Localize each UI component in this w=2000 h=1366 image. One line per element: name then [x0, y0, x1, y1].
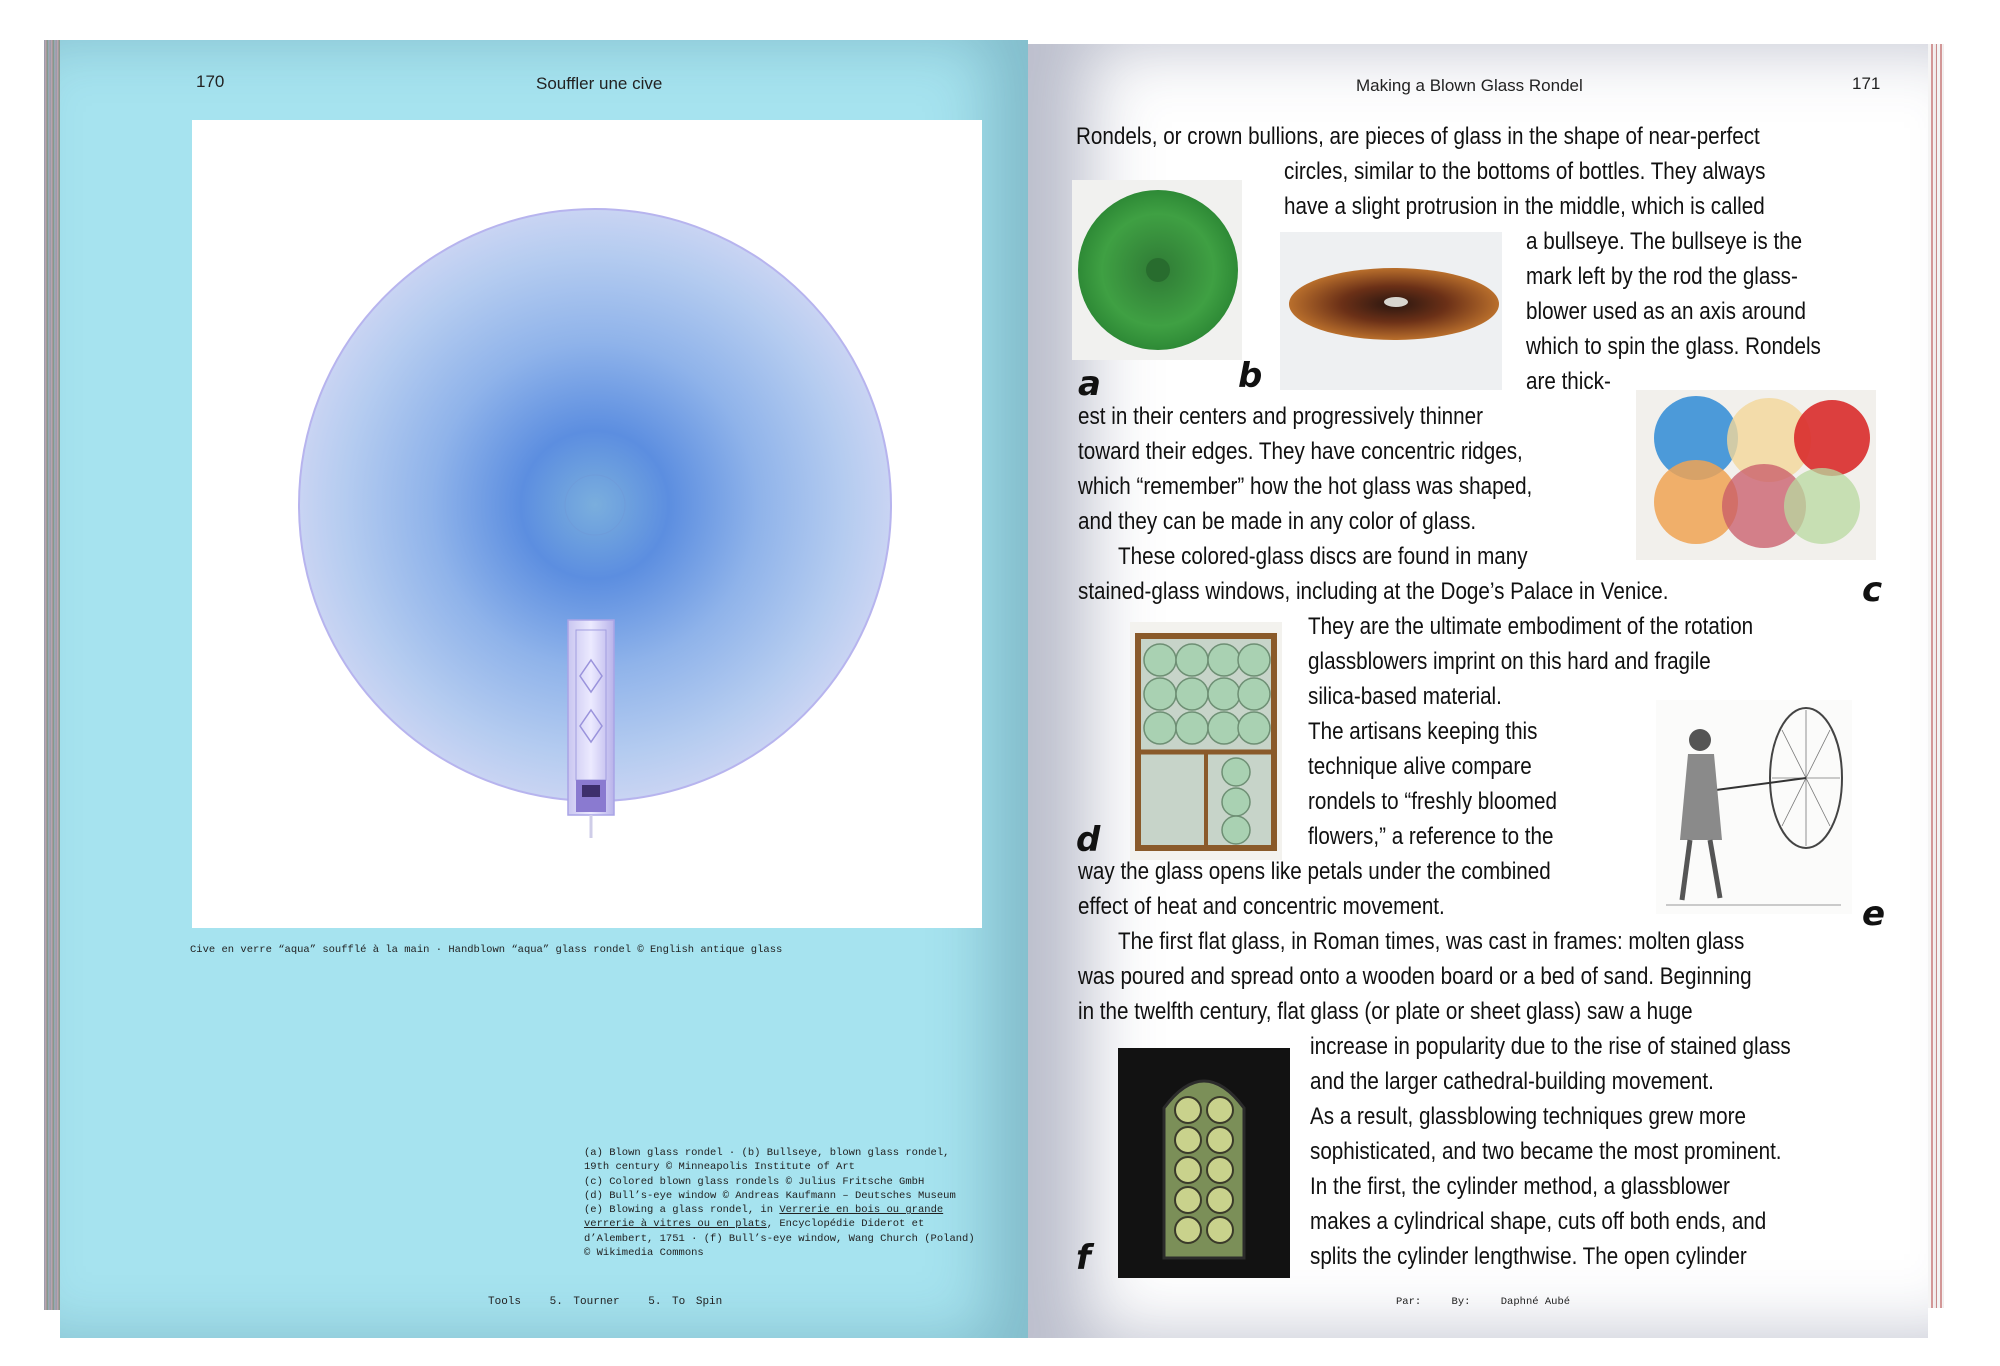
credit-line: (c) Colored blown glass rondels © Julius Fritsche GmbH: [584, 1175, 925, 1188]
left-running-title: Souffler une cive: [536, 74, 663, 93]
body-line: in the twelfth century, flat glass (or plate or sheet glass) saw a huge: [1078, 998, 1693, 1025]
body-line: are thick-: [1526, 368, 1611, 395]
body-line: effect of heat and concentric movement.: [1078, 893, 1445, 920]
photo-caption: Cive en verre “aqua” soufflé à la main · Handblown “aqua” glass rondel © English antique glass: [190, 944, 783, 956]
left-footer: [488, 1296, 740, 1308]
body-line: As a result, glassblowing techniques grew more: [1310, 1103, 1746, 1130]
credit-line: (d) Bull’s-eye window © Andreas Kaufmann – Deutsches Museum: [584, 1189, 956, 1202]
body-line: flowers,” a reference to the: [1308, 823, 1554, 850]
body-line: They are the ultimate embodiment of the rotation: [1308, 613, 1754, 640]
figure-label-a: a: [1078, 364, 1101, 404]
credit-line: [584, 1203, 1004, 1217]
body-line: The artisans keeping this: [1308, 718, 1538, 745]
body-line: makes a cylindrical shape, cuts off both ends, and: [1310, 1208, 1767, 1235]
body-line: splits the cylinder lengthwise. The open cylinder: [1310, 1243, 1747, 1270]
footer-par: Par:: [1396, 1296, 1422, 1308]
footer-by: By:: [1451, 1296, 1471, 1308]
figure-label-e: e: [1862, 894, 1886, 934]
credit-book-title-cont: verrerie à vitres ou en plats: [584, 1218, 767, 1231]
credit-line: 19th century © Minneapolis Institute of Art: [584, 1161, 855, 1174]
credit-line: © Wikimedia Commons: [584, 1247, 704, 1260]
figure-a-green-rondel: [1072, 180, 1242, 360]
body-line: which to spin the glass. Rondels: [1526, 333, 1821, 360]
credit-line: d’Alembert, 1751 · (f) Bull’s-eye window, Wang Church (Poland): [584, 1232, 975, 1245]
footer-author: Daphné Aubé: [1500, 1296, 1571, 1308]
body-line: silica-based material.: [1308, 683, 1502, 710]
body-line: rondels to “freshly bloomed: [1308, 788, 1557, 815]
body-line: which “remember” how the hot glass was shaped,: [1078, 473, 1533, 500]
body-line: est in their centers and progressively thinner: [1078, 403, 1483, 430]
right-running-title: Making a Blown Glass Rondel: [1356, 76, 1583, 95]
figure-e-glassblower-engraving: [1656, 700, 1852, 914]
right-footer: [1396, 1296, 1594, 1308]
body-line: blower used as an axis around: [1526, 298, 1806, 325]
body-line: Rondels, or crown bullions, are pieces of glass in the shape of near-perfect: [1076, 123, 1760, 150]
credit-text: (e) Blowing a glass rondel, in: [584, 1204, 780, 1217]
credit-book-title: Verrerie en bois ou grande: [779, 1204, 944, 1217]
footer-section: Tools: [488, 1296, 522, 1308]
credit-text: , Encyclopédie Diderot et: [766, 1218, 925, 1231]
body-line: The first flat glass, in Roman times, was cast in frames: molten glass: [1118, 928, 1745, 955]
figure-f-church-window: [1118, 1048, 1290, 1278]
aqua-rondel-photo: [192, 120, 982, 928]
credit-line: [584, 1217, 1004, 1231]
figure-b-bullseye-rondel: [1280, 232, 1502, 390]
page-edges-right: [1928, 44, 1944, 1308]
body-line: have a slight protrusion in the middle, which is called: [1284, 193, 1765, 220]
body-line: In the first, the cylinder method, a glassblower: [1310, 1173, 1730, 1200]
figure-d-bullseye-window: [1130, 622, 1282, 860]
footer-chapter-fr: 5. Tourner: [549, 1296, 620, 1308]
figure-c-colored-rondels: [1636, 390, 1876, 560]
figure-label-d: d: [1076, 820, 1101, 860]
figure-label-f: f: [1076, 1238, 1091, 1278]
body-line: circles, similar to the bottoms of bottles. They always: [1284, 158, 1766, 185]
body-line: and the larger cathedral-building movement.: [1310, 1068, 1714, 1095]
body-line: increase in popularity due to the rise of stained glass: [1310, 1033, 1791, 1060]
body-line: was poured and spread onto a wooden board or a bed of sand. Beginning: [1078, 963, 1752, 990]
body-line: These colored-glass discs are found in many: [1118, 543, 1528, 570]
image-credits: [584, 1146, 1004, 1260]
footer-chapter-en: 5. To Spin: [648, 1296, 723, 1308]
body-line: and they can be made in any color of glass.: [1078, 508, 1477, 535]
figure-label-c: c: [1862, 570, 1883, 610]
body-line: glassblowers imprint on this hard and fragile: [1308, 648, 1711, 675]
left-page-number: 170: [196, 72, 225, 91]
body-line: stained-glass windows, including at the Doge’s Palace in Venice.: [1078, 578, 1669, 605]
body-line: technique alive compare: [1308, 753, 1532, 780]
body-line: a bullseye. The bullseye is the: [1526, 228, 1803, 255]
body-line: sophisticated, and two became the most prominent.: [1310, 1138, 1782, 1165]
body-line: way the glass opens like petals under the combined: [1078, 858, 1551, 885]
credit-line: (a) Blown glass rondel · (b) Bullseye, blown glass rondel,: [584, 1147, 950, 1159]
body-line: mark left by the rod the glass-: [1526, 263, 1798, 290]
figure-label-b: b: [1238, 356, 1263, 396]
body-line: toward their edges. They have concentric ridges,: [1078, 438, 1523, 465]
right-page-number: 171: [1852, 74, 1881, 93]
